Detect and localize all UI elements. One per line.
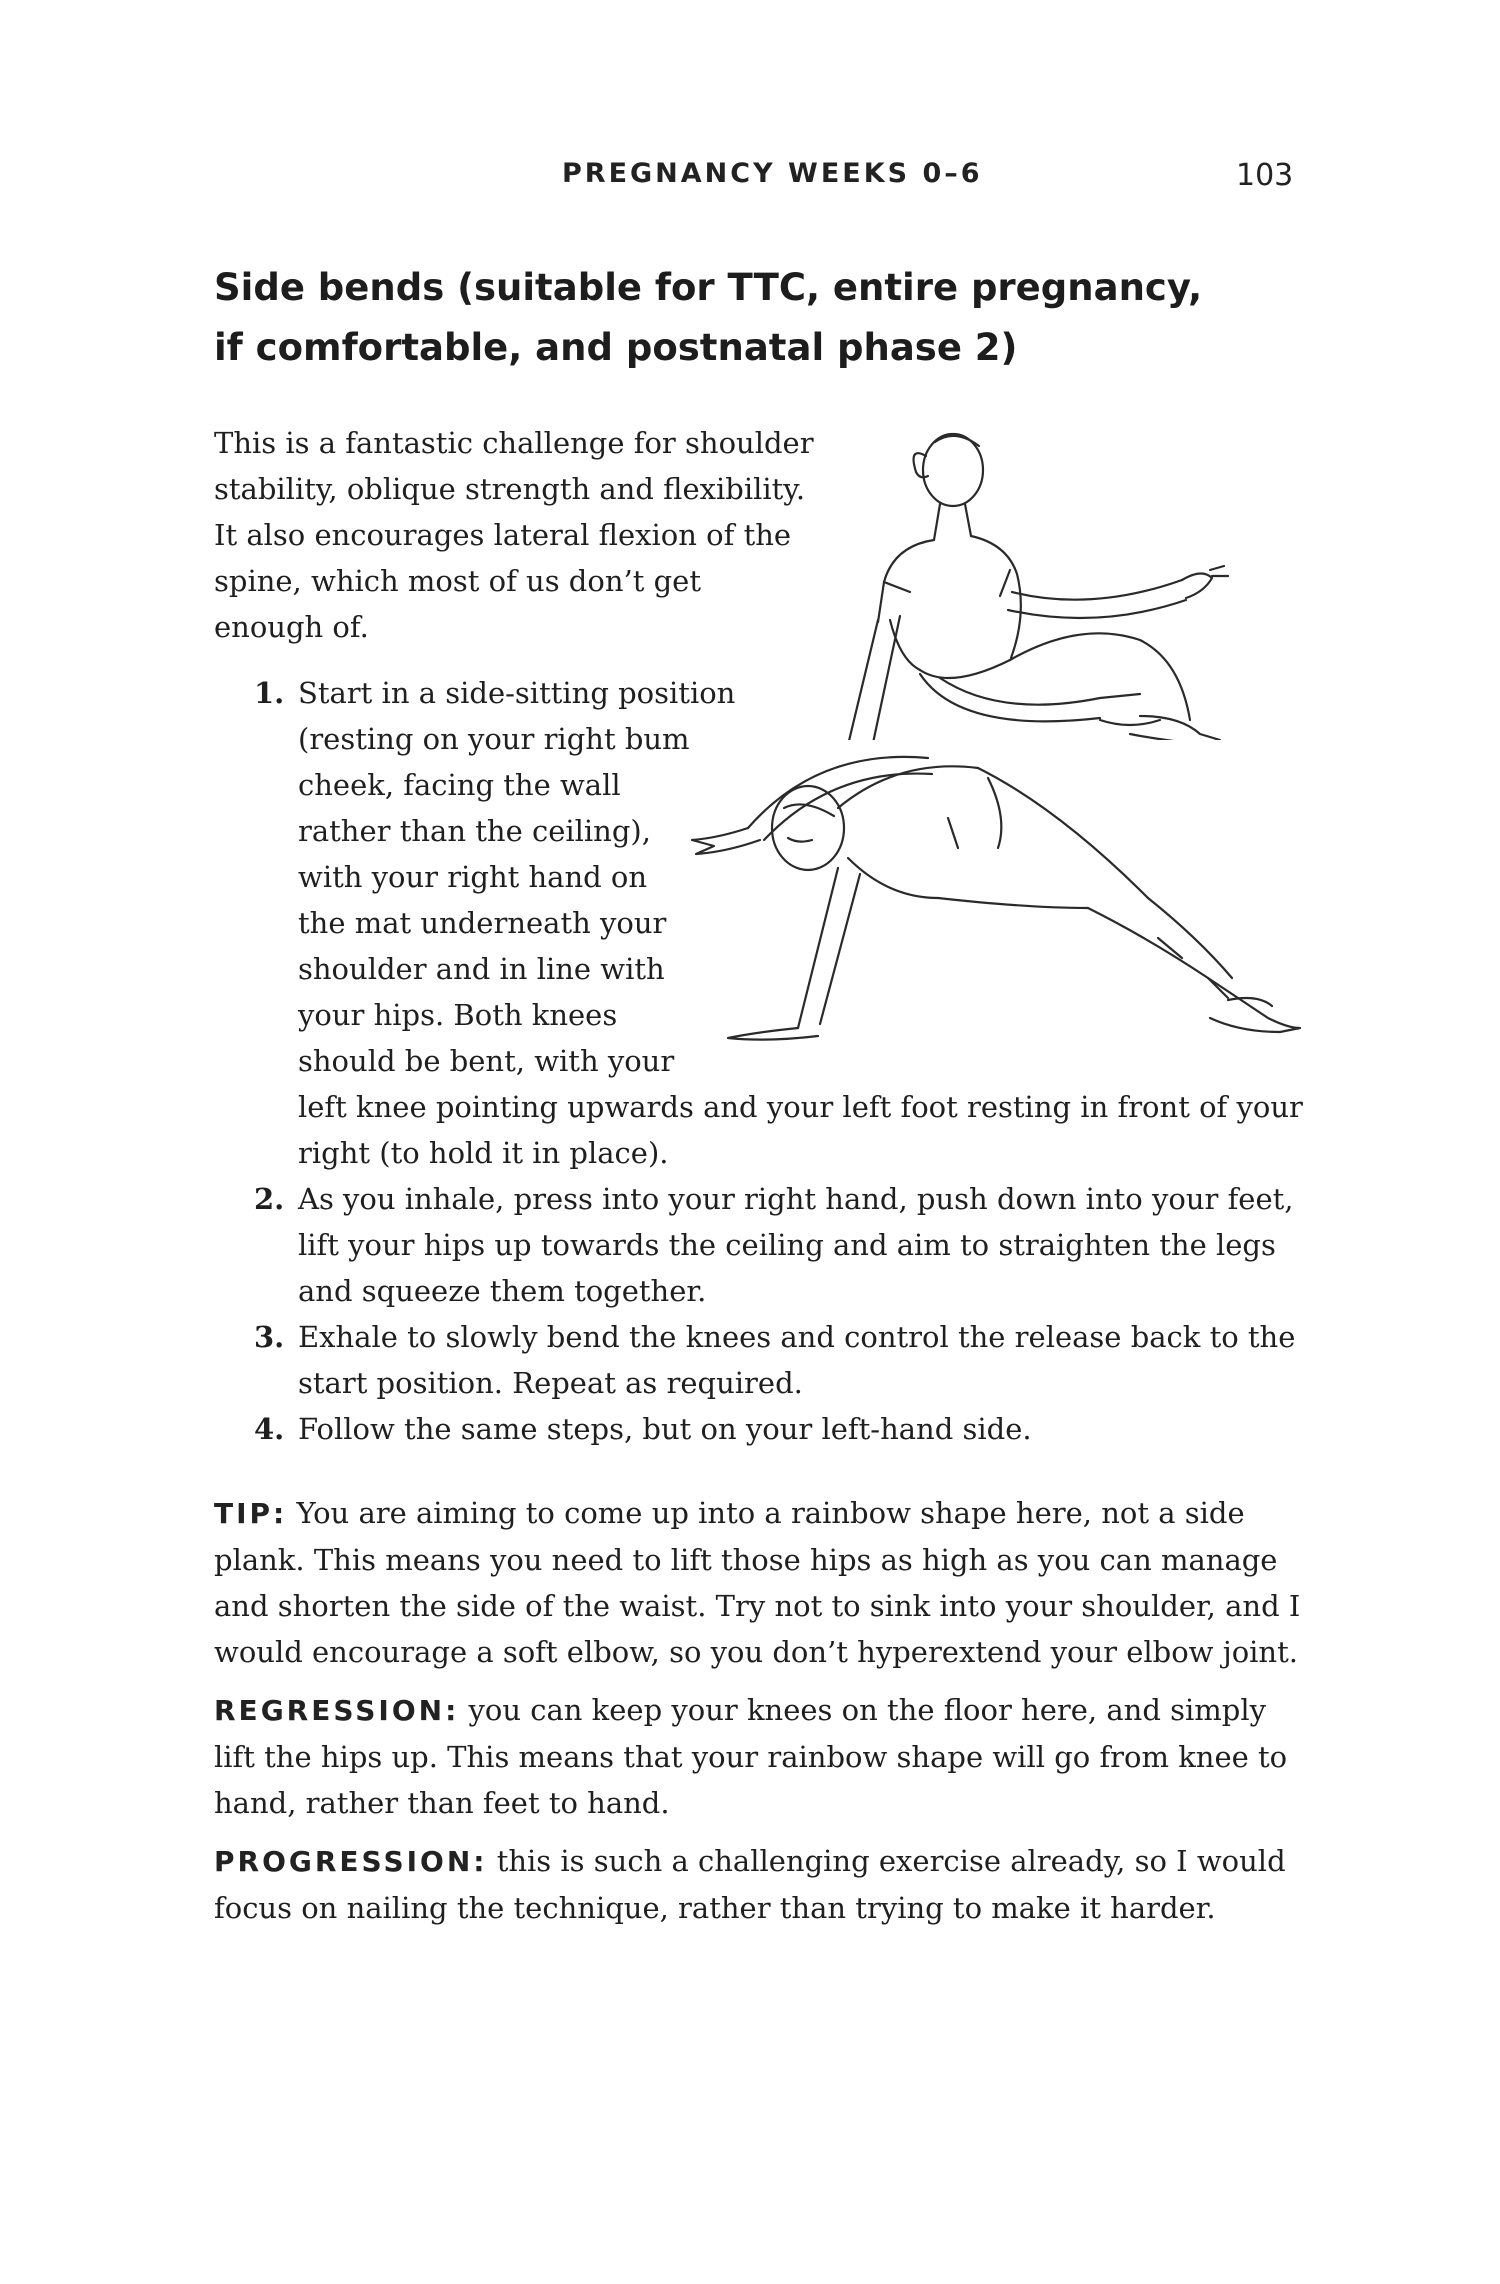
step-item: [214, 1406, 1314, 1452]
text-line: hand, rather than feet to hand.: [214, 1786, 670, 1820]
progression-note: [214, 1838, 1314, 1931]
text-line: You are aiming to come up into a rainbow shape here, not a side: [296, 1496, 1245, 1530]
text-line: plank. This means you need to lift those hips as high as you can manage: [214, 1543, 1278, 1577]
tip-note: [214, 1490, 1314, 1675]
steps-list: [214, 670, 1314, 1452]
text-line: this is such a challenging exercise already, so I would: [496, 1844, 1286, 1878]
text-line: the mat underneath your: [298, 906, 667, 940]
text-line: and shorten the side of the waist. Try not to sink into your shoulder, and I: [214, 1589, 1301, 1623]
text-line: focus on nailing the technique, rather than trying to make it harder.: [214, 1891, 1216, 1925]
text-line: rather than the ceiling),: [298, 814, 651, 848]
step-text: [298, 1406, 1314, 1452]
step-number: 3.: [254, 1320, 285, 1354]
text-line: shoulder and in line with: [298, 952, 665, 986]
text-line: lift your hips up towards the ceiling and aim to straighten the legs: [298, 1228, 1276, 1262]
text-line: start position. Repeat as required.: [298, 1366, 803, 1400]
step-text: [298, 1314, 1314, 1406]
text-line: would encourage a soft elbow, so you don’t hyperextend your elbow joint.: [214, 1635, 1298, 1669]
notes-section: [214, 1490, 1314, 1943]
text-line: As you inhale, press into your right hand, push down into your feet,: [298, 1182, 1294, 1216]
step-item: [214, 1314, 1314, 1406]
text-line: cheek, facing the wall: [298, 768, 621, 802]
heading-line: Side bends (suitable for TTC, entire pregnancy,: [214, 266, 1203, 309]
heading-line: if comfortable, and postnatal phase 2): [214, 326, 1018, 369]
text-line: spine, which most of us don’t get: [214, 564, 701, 598]
text-line: lift the hips up. This means that your rainbow shape will go from knee to: [214, 1740, 1288, 1774]
section-heading: [214, 258, 1294, 378]
text-line: stability, oblique strength and flexibility.: [214, 472, 806, 506]
page-number: 103: [1236, 158, 1294, 193]
running-header: [0, 158, 1500, 198]
note-label: PROGRESSION:: [214, 1845, 488, 1878]
text-line: should be bent, with your: [298, 1044, 675, 1078]
text-line: Exhale to slowly bend the knees and control the release back to the: [298, 1320, 1296, 1354]
running-title: PREGNANCY WEEKS 0–6: [562, 158, 983, 189]
note-label: TIP:: [214, 1497, 288, 1530]
text-line: left knee pointing upwards and your left foot resting in front of your: [298, 1090, 1303, 1124]
text-line: your hips. Both knees: [298, 998, 618, 1032]
text-line: and squeeze them together.: [298, 1274, 707, 1308]
step-text: [298, 1176, 1314, 1314]
text-line: (resting on your right bum: [298, 722, 690, 756]
regression-note: [214, 1687, 1314, 1826]
step-text: [298, 670, 1314, 1176]
text-line: right (to hold it in place).: [298, 1136, 669, 1170]
intro-paragraph: [214, 420, 814, 650]
text-line: Follow the same steps, but on your left-hand side.: [298, 1412, 1032, 1446]
text-line: enough of.: [214, 610, 369, 644]
step-item: [214, 670, 1314, 1176]
step-number: 4.: [254, 1412, 285, 1446]
text-line: you can keep your knees on the floor here, and simply: [468, 1693, 1266, 1727]
note-label: REGRESSION:: [214, 1694, 460, 1727]
text-line: This is a fantastic challenge for shoulder: [214, 426, 814, 460]
step-number: 2.: [254, 1182, 285, 1216]
text-line: It also encourages lateral flexion of the: [214, 518, 792, 552]
step-number: 1.: [254, 676, 285, 710]
step-item: [214, 1176, 1314, 1314]
text-line: Start in a side-sitting position: [298, 676, 736, 710]
text-line: with your right hand on: [298, 860, 648, 894]
